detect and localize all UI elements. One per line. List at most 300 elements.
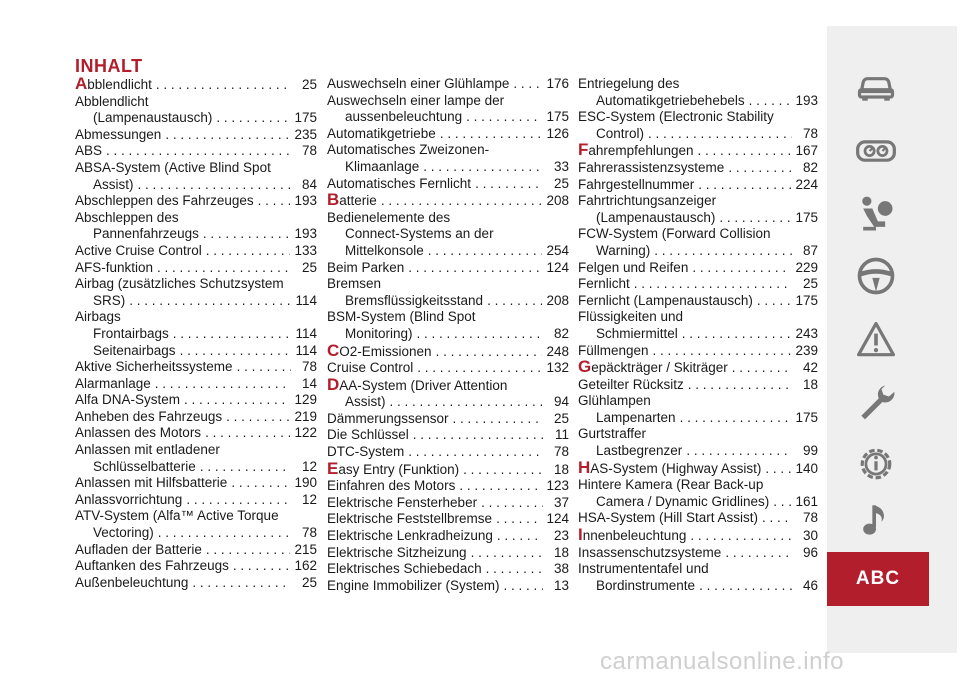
page-number: 25 (301, 574, 317, 590)
leader-dots (180, 343, 291, 360)
page-number: 176 (546, 76, 569, 91)
index-entry[interactable] (327, 126, 569, 143)
index-entry[interactable] (75, 326, 317, 343)
entry-text: SRS) (93, 292, 126, 308)
page-number: 78 (301, 143, 317, 159)
entry-text: Lampenarten (596, 409, 676, 425)
leader-dots (203, 226, 291, 243)
entry-text: Active Cruise Control (75, 242, 202, 258)
index-entry[interactable] (578, 510, 818, 527)
entry-text: Abmessungen (75, 126, 162, 142)
entry-text: Einfahren des Motors (327, 478, 456, 494)
warning-icon[interactable] (852, 316, 900, 364)
leader-dots (463, 462, 543, 479)
letter-initial: E (327, 458, 339, 478)
entry-text: ATV-System (Alfa™ Active Torque (75, 508, 279, 524)
leader-dots (106, 143, 291, 160)
page-number: 132 (546, 360, 569, 376)
index-entry[interactable] (327, 309, 569, 342)
index-entry[interactable] (578, 377, 818, 394)
page-number: 25 (802, 276, 818, 292)
entry-text: nnenbeleuchtung (582, 528, 687, 544)
page-number: 224 (795, 176, 818, 192)
leader-dots (226, 409, 290, 426)
entry-text: Auswechseln einer Glühlampe (327, 76, 510, 91)
index-entry[interactable] (75, 94, 317, 127)
page-number: 161 (795, 493, 818, 509)
leader-dots (757, 293, 792, 310)
leader-dots (138, 177, 292, 194)
index-entry[interactable] (327, 458, 569, 479)
index-entry[interactable] (327, 511, 569, 528)
letter-initial: D (327, 374, 340, 394)
entry-text: ahrempfehlungen (588, 143, 694, 159)
entry-text: Hintere Kamera (Rear Back-up (578, 477, 764, 493)
page-number: 23 (553, 528, 569, 544)
page-number: 243 (795, 325, 818, 341)
entry-text: Bremsen (327, 276, 382, 292)
entry-text: Die Schlüssel (327, 427, 409, 443)
leader-dots (486, 561, 543, 578)
index-entry[interactable] (578, 410, 818, 427)
index-entry[interactable] (327, 340, 569, 361)
index-entry[interactable] (75, 276, 317, 309)
entry-text: Airbags (75, 309, 121, 325)
index-entry[interactable] (327, 411, 569, 428)
entry-text: Flüssigkeiten und (578, 309, 684, 325)
entry-text: ABS (75, 143, 103, 159)
index-entry[interactable] (75, 309, 317, 326)
entry-text: Auftanken des Fahrzeugs (75, 558, 229, 574)
entry-text: FCW-System (Forward Collision (578, 226, 771, 242)
index-entry[interactable] (578, 177, 818, 194)
index-entry[interactable] (578, 443, 818, 460)
index-entry[interactable] (75, 376, 317, 393)
entry-text: Abschleppen des Fahrzeuges (75, 193, 254, 209)
index-entry[interactable] (75, 508, 317, 541)
page-number: 25 (301, 77, 317, 92)
index-entry[interactable] (327, 444, 569, 461)
page-number: 33 (553, 158, 569, 174)
page-number: 37 (553, 494, 569, 510)
entry-text: Bedienelemente des (327, 209, 451, 225)
index-entry[interactable] (578, 561, 818, 594)
leader-dots (453, 411, 543, 428)
page-number: 25 (301, 259, 317, 275)
page-number: 124 (546, 259, 569, 275)
index-entry[interactable] (75, 343, 317, 360)
index-entry[interactable] (578, 309, 818, 342)
page-number: 175 (795, 292, 818, 308)
entry-text: O2-Emissionen (339, 343, 432, 359)
entry-text: Füllmengen (578, 342, 649, 358)
index-entry[interactable] (578, 109, 818, 142)
page-number: 193 (294, 226, 317, 242)
index-entry[interactable] (578, 545, 818, 562)
index-entry[interactable] (75, 442, 317, 475)
entry-text: Abschleppen des (75, 209, 179, 225)
entry-text: Schlüsselbatterie (93, 458, 196, 474)
wrench-icon[interactable] (852, 378, 900, 426)
index-entry[interactable] (327, 528, 569, 545)
entry-text: AA-System (Driver Attention (339, 377, 508, 393)
entry-text: Warning) (596, 242, 651, 258)
page-number: 12 (301, 491, 317, 507)
index-entry[interactable] (75, 193, 317, 210)
index-entry[interactable] (578, 343, 818, 360)
index-entry[interactable] (75, 260, 317, 277)
leader-dots (417, 326, 543, 343)
entry-text: Gurtstraffer (578, 426, 647, 442)
watermark: carmanualsonline.info (600, 648, 844, 675)
leader-dots (381, 193, 543, 210)
page-number: 208 (546, 292, 569, 308)
leader-dots (184, 392, 290, 409)
index-entry[interactable] (327, 360, 569, 377)
entry-text: Assist) (93, 176, 134, 192)
leader-dots (653, 343, 792, 360)
page-number: 229 (795, 259, 818, 275)
page-number: 124 (546, 511, 569, 527)
leader-dots (216, 110, 290, 127)
index-entry[interactable] (75, 492, 317, 509)
entry-text: AS-System (Highway Assist) (590, 460, 762, 476)
entry-text: Dämmerungssensor (327, 410, 449, 426)
page-number: 87 (802, 242, 818, 258)
entry-text: Automatikgetriebehebels (596, 92, 745, 108)
entry-text: BSM-System (Blind Spot (327, 309, 476, 325)
leader-dots (762, 510, 792, 527)
page-number: 129 (294, 392, 317, 408)
page-number: 248 (546, 343, 569, 359)
page-number: 126 (546, 125, 569, 141)
leader-dots (423, 159, 543, 176)
page-number: 140 (795, 460, 818, 476)
leader-dots (697, 143, 791, 160)
entry-text: Elektrische Lenkradheizung (327, 528, 493, 544)
letter-initial: C (327, 340, 340, 360)
leader-dots (129, 293, 291, 310)
leader-dots (513, 76, 542, 93)
car-icon[interactable] (852, 62, 900, 110)
entry-text: HSA-System (Hill Start Assist) (578, 510, 759, 526)
letter-initial: H (578, 457, 591, 477)
index-column-1 (75, 76, 317, 591)
leader-dots (487, 293, 542, 310)
leader-dots (699, 578, 792, 595)
leader-dots (186, 492, 291, 509)
leader-dots (765, 461, 791, 478)
index-entry[interactable] (578, 457, 818, 478)
page-number: 175 (795, 409, 818, 425)
index-entry[interactable] (327, 276, 569, 293)
index-entry[interactable] (75, 210, 317, 243)
letter-initial: F (578, 140, 589, 160)
index-entry[interactable] (578, 76, 818, 109)
leader-dots (682, 326, 792, 343)
index-entry[interactable] (327, 93, 569, 126)
leader-dots (481, 495, 543, 512)
entry-text: Control) (596, 125, 645, 141)
music-icon[interactable] (852, 496, 900, 544)
index-entry[interactable] (75, 243, 317, 260)
entry-text: Automatisches Zweizonen- (327, 142, 490, 158)
leader-dots (258, 193, 291, 210)
page-number: 12 (301, 458, 317, 474)
index-entry[interactable] (578, 477, 818, 510)
page-number: 190 (294, 475, 317, 491)
page-number: 114 (295, 325, 317, 341)
entry-text: Cruise Control (327, 360, 414, 376)
leader-dots (471, 545, 543, 562)
page-number: 99 (802, 443, 818, 459)
entry-text: Airbag (zusätzliches Schutzsystem (75, 276, 284, 292)
page-number: 78 (301, 359, 317, 375)
leader-dots (634, 276, 792, 293)
index-entry[interactable] (327, 76, 569, 93)
index-entry[interactable] (75, 143, 317, 160)
leader-dots (680, 410, 792, 427)
index-entry[interactable] (327, 293, 569, 310)
letter-initial: G (578, 357, 592, 377)
leader-dots (504, 578, 543, 595)
entry-text: ABSA-System (Active Blind Spot (75, 159, 271, 175)
leader-dots (206, 243, 291, 260)
entry-text: Vectoring) (93, 525, 154, 541)
entry-text: Anlassen des Motors (75, 425, 202, 441)
page-number: 254 (546, 242, 569, 258)
leader-dots (719, 210, 791, 227)
page-number: 18 (553, 544, 569, 560)
index-entry[interactable] (75, 76, 317, 94)
entry-text: Fernlicht (578, 276, 630, 292)
entry-text: aussenbeleuchtung (345, 109, 463, 125)
index-entry[interactable] (578, 193, 818, 226)
leader-dots (231, 475, 290, 492)
page-number: 82 (802, 159, 818, 175)
page-number: 94 (553, 394, 569, 410)
leader-dots (200, 459, 291, 476)
entry-text: Aktive Sicherheitssysteme (75, 359, 233, 375)
leader-dots (654, 243, 792, 260)
entry-text: Elektrisches Schiebedach (327, 561, 482, 577)
page-number: 162 (294, 558, 317, 574)
index-entry[interactable] (327, 192, 569, 210)
index-entry[interactable] (578, 260, 818, 277)
entry-text: Felgen und Reifen (578, 259, 689, 275)
dashboard-icon[interactable] (852, 127, 900, 175)
leader-dots (497, 528, 543, 545)
index-entry[interactable] (75, 409, 317, 426)
entry-text: bblendlicht (87, 77, 152, 92)
index-entry[interactable] (75, 542, 317, 559)
page-number: 84 (301, 176, 317, 192)
index-entry[interactable] (327, 495, 569, 512)
page-number: 30 (802, 528, 818, 544)
letter-initial: I (578, 525, 583, 545)
page-number: 175 (546, 109, 569, 125)
steering-wheel-icon[interactable] (852, 252, 900, 300)
entry-text: DTC-System (327, 444, 405, 460)
entry-text: Pannenfahrzeugs (93, 226, 199, 242)
index-entry[interactable] (578, 142, 818, 160)
page-number: 42 (802, 360, 818, 376)
page-number: 78 (802, 125, 818, 141)
entry-text: atterie (339, 193, 377, 209)
index-entry[interactable] (578, 426, 818, 443)
leader-dots (475, 176, 543, 193)
entry-text: Klimaanlage (345, 158, 420, 174)
page-number: 78 (553, 444, 569, 460)
page-number: 208 (546, 193, 569, 209)
page-number: 14 (301, 375, 317, 391)
index-entry[interactable] (75, 475, 317, 492)
entry-text: Auswechseln einer lampe der (327, 92, 505, 108)
index-entry[interactable] (327, 427, 569, 444)
leader-dots (692, 260, 791, 277)
index-entry[interactable] (578, 359, 818, 377)
page-number: 25 (553, 175, 569, 191)
entry-text: Anlassen mit entladener (75, 442, 220, 458)
leader-dots (728, 160, 792, 177)
leader-dots (413, 427, 543, 444)
entry-text: epäckträger / Skiträger (591, 360, 728, 376)
leader-dots (390, 394, 544, 411)
leader-dots (725, 545, 792, 562)
entry-text: Insassenschutzsysteme (578, 544, 722, 560)
index-entry[interactable] (327, 260, 569, 277)
entry-text: Monitoring) (345, 325, 413, 341)
entry-text: asy Entry (Funktion) (338, 461, 460, 477)
entry-text: Beim Parken (327, 259, 405, 275)
entry-text: Automatisches Fernlicht (327, 175, 472, 191)
entry-text: Engine Immobilizer (System) (327, 577, 500, 593)
leader-dots (648, 126, 792, 143)
page-number: 193 (294, 193, 317, 209)
index-entry[interactable] (327, 578, 569, 595)
index-entry[interactable] (327, 374, 569, 411)
index-entry[interactable] (75, 425, 317, 442)
leader-dots (173, 326, 291, 343)
page-number: 167 (795, 143, 818, 159)
leader-dots (686, 443, 792, 460)
index-entry[interactable] (75, 127, 317, 144)
entry-text: Aufladen der Batterie (75, 541, 202, 557)
entry-text: Connect-Systems an der (345, 226, 494, 242)
entry-text: Anlassvorrichtung (75, 491, 183, 507)
index-entry[interactable] (578, 226, 818, 259)
index-entry[interactable] (75, 160, 317, 193)
index-entry[interactable] (327, 478, 569, 495)
index-entry[interactable] (327, 561, 569, 578)
entry-text: Frontairbags (93, 325, 169, 341)
leader-dots (773, 494, 791, 511)
page-number: 96 (802, 544, 818, 560)
entry-text: (Lampenaustausch) (596, 209, 716, 225)
index-entry[interactable] (75, 558, 317, 575)
page-number: 123 (546, 478, 569, 494)
leader-dots (156, 77, 291, 94)
index-column-3 (578, 76, 818, 594)
index-entry[interactable] (327, 176, 569, 193)
entry-text: Anlassen mit Hilfsbatterie (75, 475, 228, 491)
page-number: 38 (553, 561, 569, 577)
index-entry[interactable] (327, 210, 569, 260)
entry-text: Camera / Dynamic Gridlines) (596, 493, 770, 509)
leader-dots (749, 93, 792, 110)
page-number: 82 (553, 325, 569, 341)
entry-text: (Lampenaustausch) (93, 110, 213, 126)
entry-text: Alfa DNA-System (75, 392, 181, 408)
entry-text: Elektrische Sitzheizung (327, 544, 467, 560)
leader-dots (690, 528, 792, 545)
leader-dots (155, 376, 291, 393)
tab-abc-index[interactable]: ABC (827, 552, 929, 606)
entry-text: Automatikgetriebe (327, 125, 436, 141)
entry-text: Fahrgestellnummer (578, 176, 695, 192)
page-number: 78 (802, 510, 818, 526)
leader-dots (436, 344, 543, 361)
page-number: 114 (295, 342, 317, 358)
index-entry[interactable] (75, 392, 317, 409)
leader-dots (165, 127, 290, 144)
leader-dots (732, 360, 792, 377)
page-number: 193 (795, 92, 818, 108)
leader-dots (440, 126, 543, 143)
letter-initial: A (75, 74, 88, 93)
index-column-2 (327, 76, 569, 594)
entry-text: Anheben des Fahrzeugs (75, 408, 223, 424)
index-entry[interactable] (578, 293, 818, 310)
leader-dots (206, 542, 291, 559)
airbag-icon[interactable] (852, 190, 900, 238)
entry-text: Elektrische Feststellbremse (327, 511, 493, 527)
leader-dots (496, 511, 542, 528)
index-entry[interactable] (578, 527, 818, 545)
leader-dots (408, 260, 542, 277)
leader-dots (459, 478, 542, 495)
entry-text: Elektrische Fensterheber (327, 494, 478, 510)
index-entry[interactable] (578, 276, 818, 293)
index-entry[interactable] (75, 575, 317, 592)
index-entry[interactable] (578, 393, 818, 410)
page-number: 215 (294, 541, 317, 557)
entry-text: Außenbeleuchtung (75, 574, 189, 590)
entry-text: Abblendlicht (75, 93, 149, 109)
entry-text: Geteilter Rücksitz (578, 376, 684, 392)
leader-dots (237, 359, 291, 376)
leader-dots (417, 360, 542, 377)
page-number: 175 (795, 209, 818, 225)
index-entry[interactable] (75, 359, 317, 376)
index-entry[interactable] (578, 160, 818, 177)
entry-text: Schmiermittel (596, 325, 678, 341)
index-entry[interactable] (327, 545, 569, 562)
leader-dots (428, 243, 543, 260)
page-number: 133 (294, 242, 317, 258)
info-gear-icon[interactable] (852, 440, 900, 488)
page-number: 235 (294, 126, 317, 142)
entry-text: Fahrtrichtungsanzeiger (578, 193, 717, 209)
index-entry[interactable] (327, 142, 569, 175)
leader-dots (158, 525, 291, 542)
entry-text: Seitenairbags (93, 342, 176, 358)
letter-initial: B (327, 190, 340, 210)
page-number: 239 (795, 342, 818, 358)
page-number: 11 (554, 427, 569, 443)
entry-text: Fahrerassistenzsysteme (578, 159, 725, 175)
leader-dots (698, 177, 791, 194)
